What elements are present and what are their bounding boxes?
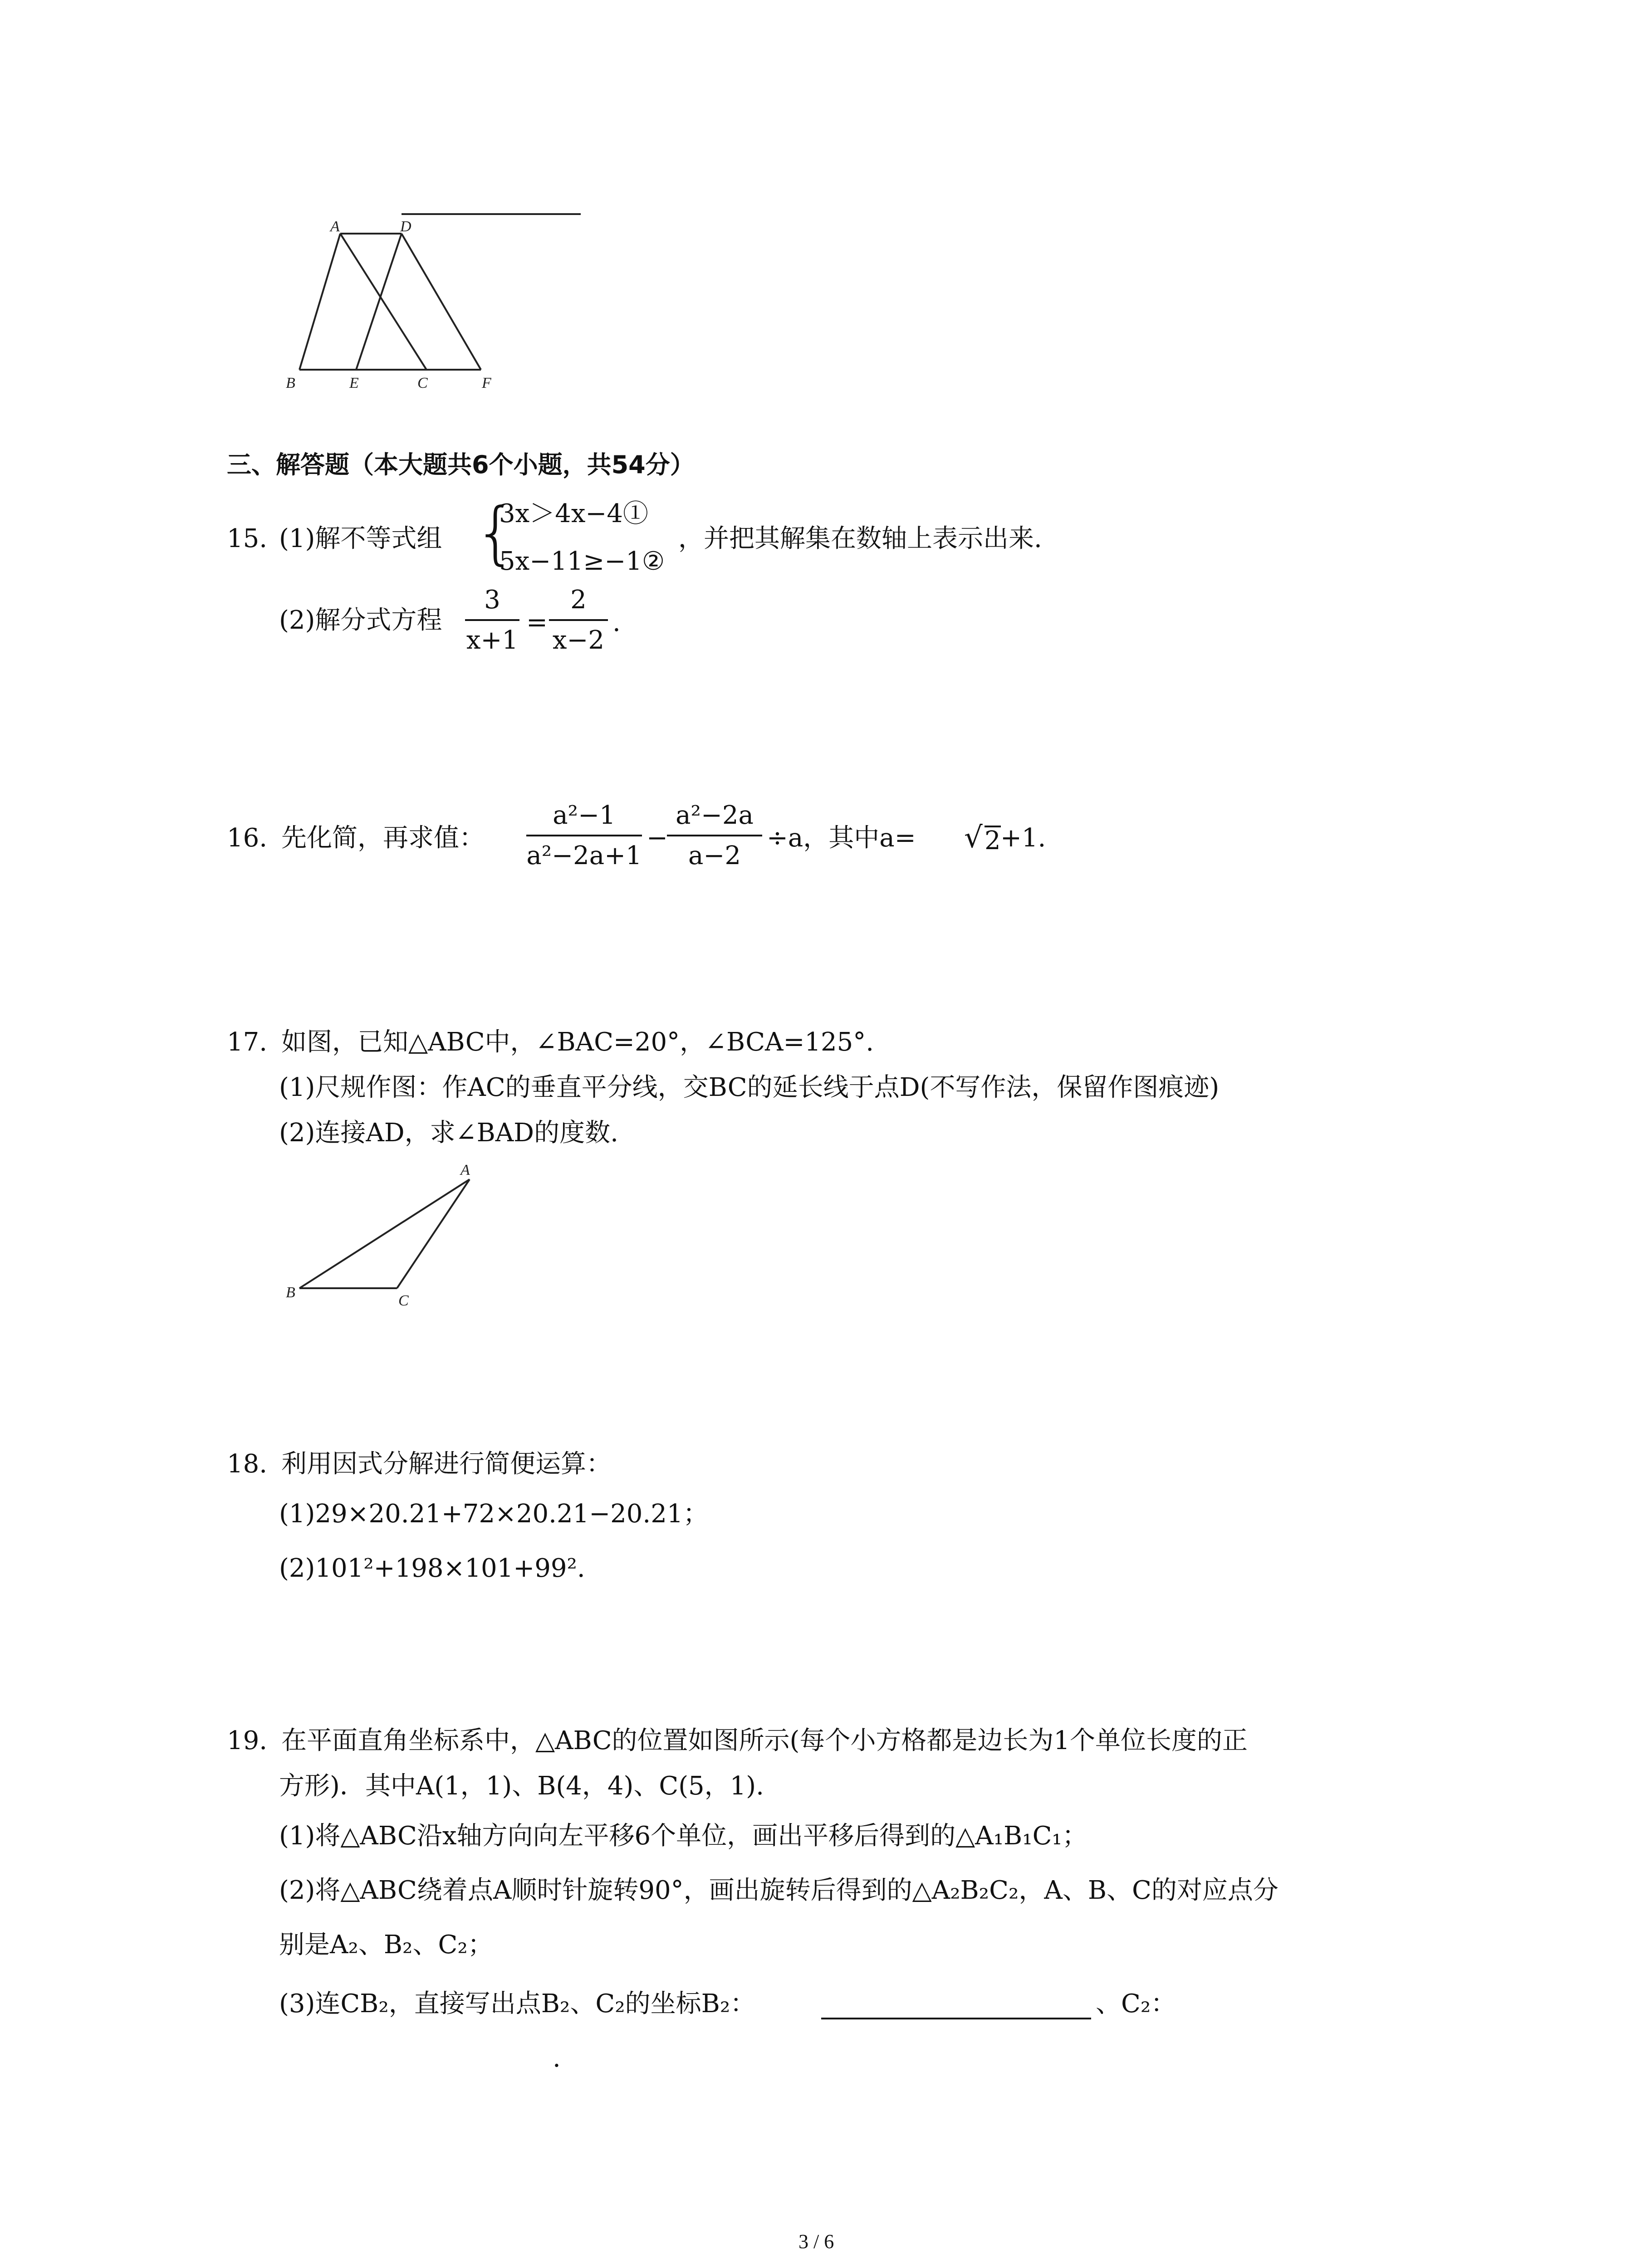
q15-brace: { [474,494,518,572]
q16-tail: ÷a，其中a= [767,823,916,853]
q16-fraction-2 [667,801,762,870]
figure-parallelogram [272,218,508,390]
q15-inequality-1: 3x＞4x−4① [499,499,648,528]
point-label-b: B [286,1284,295,1301]
point-label-c: C [417,375,428,390]
q18-stem: 利用因式分解进行简便运算： [281,1449,612,1479]
q17-number: 17. [227,1027,268,1057]
q15-part1-suffix: ，并把其解集在数轴上表示出来. [678,524,1042,553]
page-number: 3 / 6 [798,2230,834,2253]
point-label-d: D [400,218,411,235]
point-label-b: B [286,375,295,390]
q19-part2-line2: 别是A₂、B₂、C₂； [279,1930,493,1960]
q15-fraction-1 [465,585,519,655]
section-heading: 三、解答题（本大题共6个小题，共54分） [227,450,695,479]
segment-ab [299,234,340,370]
q19-part1: (1)将△ABC沿x轴方向向左平移6个单位，画出平移后得到的△A₁B₁C₁； [279,1821,1087,1851]
q17-part2: (2)连接AD，求∠BAD的度数. [279,1118,618,1148]
point-label-c: C [398,1292,409,1309]
q15-frac1-den: x+1 [466,626,519,655]
q16-tail2: +1. [1000,823,1046,853]
q15-part1-prefix: (1)解不等式组 [279,524,442,553]
q18-number: 18. [227,1449,268,1479]
segment-ba [299,1179,470,1288]
q16-sqrt-sign: √ [964,821,983,855]
q19-part3-end: . [553,2043,561,2073]
q16-fraction-1 [526,801,642,870]
answer-blank-line [402,213,581,215]
q19-answer-blank-b2[interactable] [821,2018,1091,2019]
q19-stem-line2: 方形)．其中A(1，1)、B(4，4)、C(5，1). [279,1771,764,1801]
q16-prefix: 先化简，再求值： [281,823,485,853]
q15-frac2-den: x−2 [552,626,605,655]
q17-part1: (1)尺规作图：作AC的垂直平分线，交BC的延长线于点D(不写作法，保留作图痕迹) [279,1073,1220,1102]
q16-frac1-den: a²−2a+1 [526,841,642,870]
q19-part3-prefix: (3)连CB₂，直接写出点B₂、C₂的坐标B₂： [279,1989,756,2019]
q15-frac1-num: 3 [484,585,500,615]
figure-triangle-abc [277,1161,485,1315]
q15-part2-suffix: . [612,608,621,637]
q18-part1: (1)29×20.21+72×20.21−20.21； [279,1499,709,1529]
q19-stem-line1: 在平面直角坐标系中，△ABC的位置如图所示(每个小方格都是边长为1个单位长度的正 [281,1726,1248,1755]
segment-de [356,234,402,370]
point-label-e: E [349,375,359,390]
q15-inequality-2: 5x−11≥−1② [499,547,665,576]
q17-stem: 如图，已知△ABC中，∠BAC=20°，∠BCA=125°. [281,1027,874,1057]
q15-number: 15. [227,524,268,553]
q16-number: 16. [227,823,268,853]
q16-sqrt-value: 2 [985,826,1001,855]
q15-fraction-2 [549,585,608,655]
q18-part2: (2)101²+198×101+99². [279,1554,585,1583]
segment-ca [397,1179,470,1288]
q15-frac2-num: 2 [570,585,587,615]
q19-number: 19. [227,1726,268,1755]
q15-equals: = [526,608,548,637]
q16-frac2-num: a²−2a [676,801,754,830]
q16-minus: − [647,823,668,853]
q16-frac1-num: a²−1 [553,801,616,830]
q19-part3-mid: 、C₂： [1096,1989,1176,2019]
point-label-a: A [460,1162,470,1178]
point-label-a: A [330,218,340,235]
point-label-f: F [482,375,491,390]
q15-part2-prefix: (2)解分式方程 [279,606,442,635]
q19-part2-line1: (2)将△ABC绕着点A顺时针旋转90°，画出旋转后得到的△A₂B₂C₂，A、B、C的对应点分 [279,1876,1279,1905]
q16-frac2-den: a−2 [688,841,741,870]
